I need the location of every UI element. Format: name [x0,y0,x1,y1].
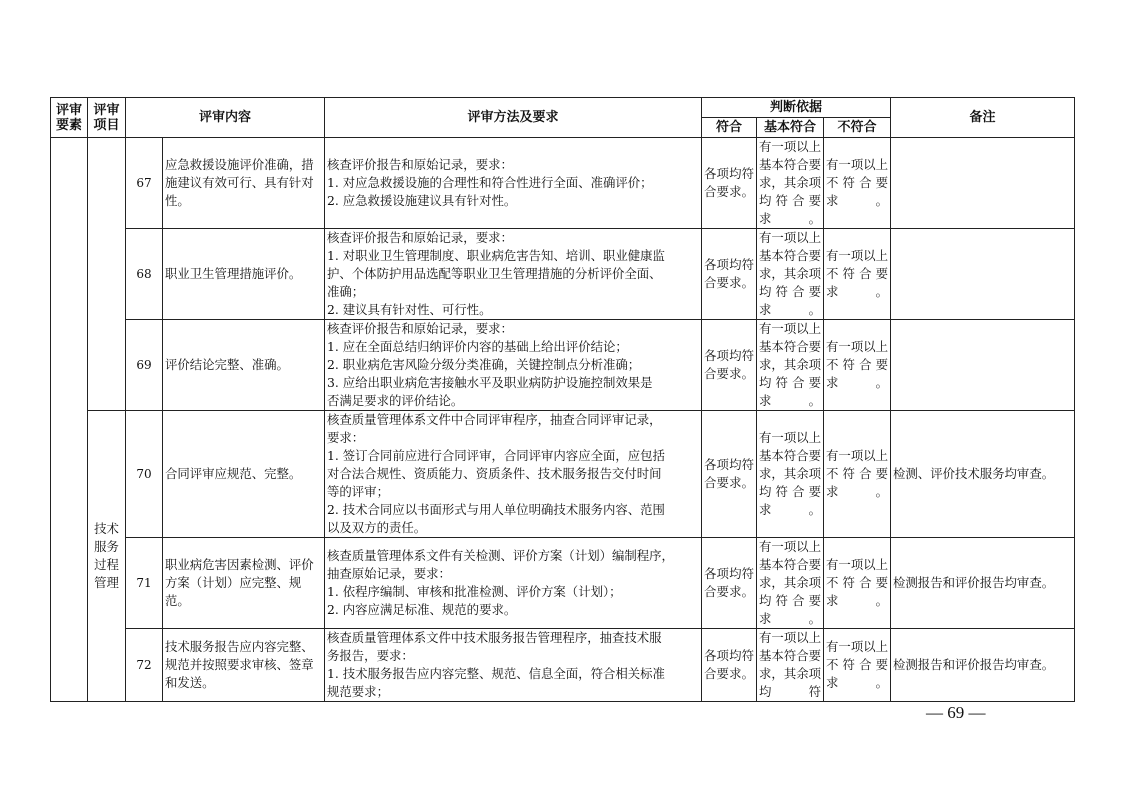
row-content: 评价结论完整、准确。 [163,320,325,411]
row-number: 72 [126,629,163,702]
row-note [891,229,1075,320]
row-ok: 各项均符合要求。 [702,138,757,229]
row-fail: 有一项以上不符合要求。 [824,629,891,702]
header-basic: 基本符合 [757,118,824,138]
method-line: 2. 应急救援设施建议具有针对性。 [327,193,517,208]
row-method [325,629,702,702]
method-line: 1. 签订合同前应进行合同评审，合同评审内容应全面，应包括 [327,448,665,463]
header-ok: 符合 [702,118,757,138]
row-content: 技术服务报告应内容完整、规范并按照要求审核、签章和发送。 [163,629,325,702]
row-basic: 有一项以上基本符合要求，其余项均符 [757,629,824,702]
row-method [325,320,702,411]
row-ok: 各项均符合要求。 [702,320,757,411]
method-line: 对合法合规性、资质能力、资质条件、技术服务报告交付时间 [327,466,662,481]
method-line: 规范要求； [327,684,389,699]
row-basic: 有一项以上基本符合要求，其余项均符合要求。 [757,229,824,320]
method-line: 2. 技术合同应以书面形式与用人单位明确技术服务内容、范围 [327,502,665,517]
row-fail: 有一项以上不符合要求。 [824,411,891,538]
header-fail: 不符合 [824,118,891,138]
header-element: 评审 要素 [51,98,88,138]
row-content: 合同评审应规范、完整。 [163,411,325,538]
row-ok: 各项均符合要求。 [702,229,757,320]
table-row [51,538,1075,629]
row-note: 检测报告和评价报告均审查。 [891,629,1075,702]
row-method [325,411,702,538]
row-number: 69 [126,320,163,411]
method-line: 护、个体防护用品选配等职业卫生管理措施的分析评价全面、 [327,266,662,281]
item-cell-empty [88,138,126,411]
table-row [51,629,1075,702]
row-note: 检测、评价技术服务均审查。 [891,411,1075,538]
header-item: 评审 项目 [88,98,126,138]
row-note: 检测报告和评价报告均审查。 [891,538,1075,629]
header-method: 评审方法及要求 [325,98,702,138]
row-fail: 有一项以上不符合要求。 [824,229,891,320]
table-row [51,229,1075,320]
row-method [325,538,702,629]
row-method [325,229,702,320]
table-row [51,138,1075,229]
row-content: 应急救援设施评价准确，措施建议有效可行、具有针对性。 [163,138,325,229]
method-line: 1. 技术服务报告应内容完整、规范、信息全面，符合相关标准 [327,666,665,681]
method-line: 务报告，要求： [327,648,414,663]
page-number: — 69 — [926,703,986,722]
row-fail: 有一项以上不符合要求。 [824,320,891,411]
header-content: 评审内容 [126,98,325,138]
row-content: 职业卫生管理措施评价。 [163,229,325,320]
row-number: 70 [126,411,163,538]
method-line: 1. 对应急救援设施的合理性和符合性进行全面、准确评价； [327,175,653,190]
table-row [51,411,1075,538]
row-note [891,138,1075,229]
row-basic: 有一项以上基本符合要求，其余项均符合要求。 [757,538,824,629]
row-content: 职业病危害因素检测、评价方案（计划）应完整、规范。 [163,538,325,629]
method-line: 1. 应在全面总结归纳评价内容的基础上给出评价结论； [327,339,628,354]
method-line: 2. 内容应满足标准、规范的要求。 [327,602,517,617]
table-row [51,320,1075,411]
method-line: 核查评价报告和原始记录，要求： [327,157,513,172]
row-method [325,138,702,229]
method-line: 1. 依程序编制、审核和批准检测、评价方案（计划）； [327,584,622,599]
row-ok: 各项均符合要求。 [702,629,757,702]
row-number: 71 [126,538,163,629]
row-basic: 有一项以上基本符合要求，其余项均符合要求。 [757,320,824,411]
method-line: 2. 职业病危害风险分级分类准确，关键控制点分析准确； [327,357,641,372]
item-label: 技术服务过程管理 [88,411,126,702]
method-line: 准确； [327,284,365,299]
method-line: 抽查原始记录，要求： [327,566,451,581]
method-line: 否满足要求的评价结论。 [327,393,464,408]
method-line: 核查质量管理体系文件有关检测、评价方案（计划）编制程序， [327,548,674,563]
method-line: 以及双方的责任。 [327,520,427,535]
method-line: 要求： [327,430,365,445]
header-basis: 判断依据 [702,98,891,118]
method-line: 2. 建议具有针对性、可行性。 [327,302,492,317]
row-basic: 有一项以上基本符合要求，其余项均符合要求。 [757,411,824,538]
row-number: 67 [126,138,163,229]
element-cell [51,138,88,702]
method-line: 核查质量管理体系文件中合同评审程序，抽查合同评审记录， [327,412,662,427]
row-basic: 有一项以上基本符合要求，其余项均符合要求。 [757,138,824,229]
row-number: 68 [126,229,163,320]
row-fail: 有一项以上不符合要求。 [824,538,891,629]
header-note: 备注 [891,98,1075,138]
row-fail: 有一项以上不符合要求。 [824,138,891,229]
row-note [891,320,1075,411]
method-line: 3. 应给出职业病危害接触水平及职业病防护设施控制效果是 [327,375,653,390]
method-line: 1. 对职业卫生管理制度、职业病危害告知、培训、职业健康监 [327,248,665,263]
review-criteria-table [50,97,1075,702]
method-line: 核查评价报告和原始记录，要求： [327,321,513,336]
method-line: 等的评审； [327,484,389,499]
row-ok: 各项均符合要求。 [702,411,757,538]
row-ok: 各项均符合要求。 [702,538,757,629]
method-line: 核查质量管理体系文件中技术服务报告管理程序，抽查技术服 [327,630,662,645]
method-line: 核查评价报告和原始记录，要求： [327,230,513,245]
